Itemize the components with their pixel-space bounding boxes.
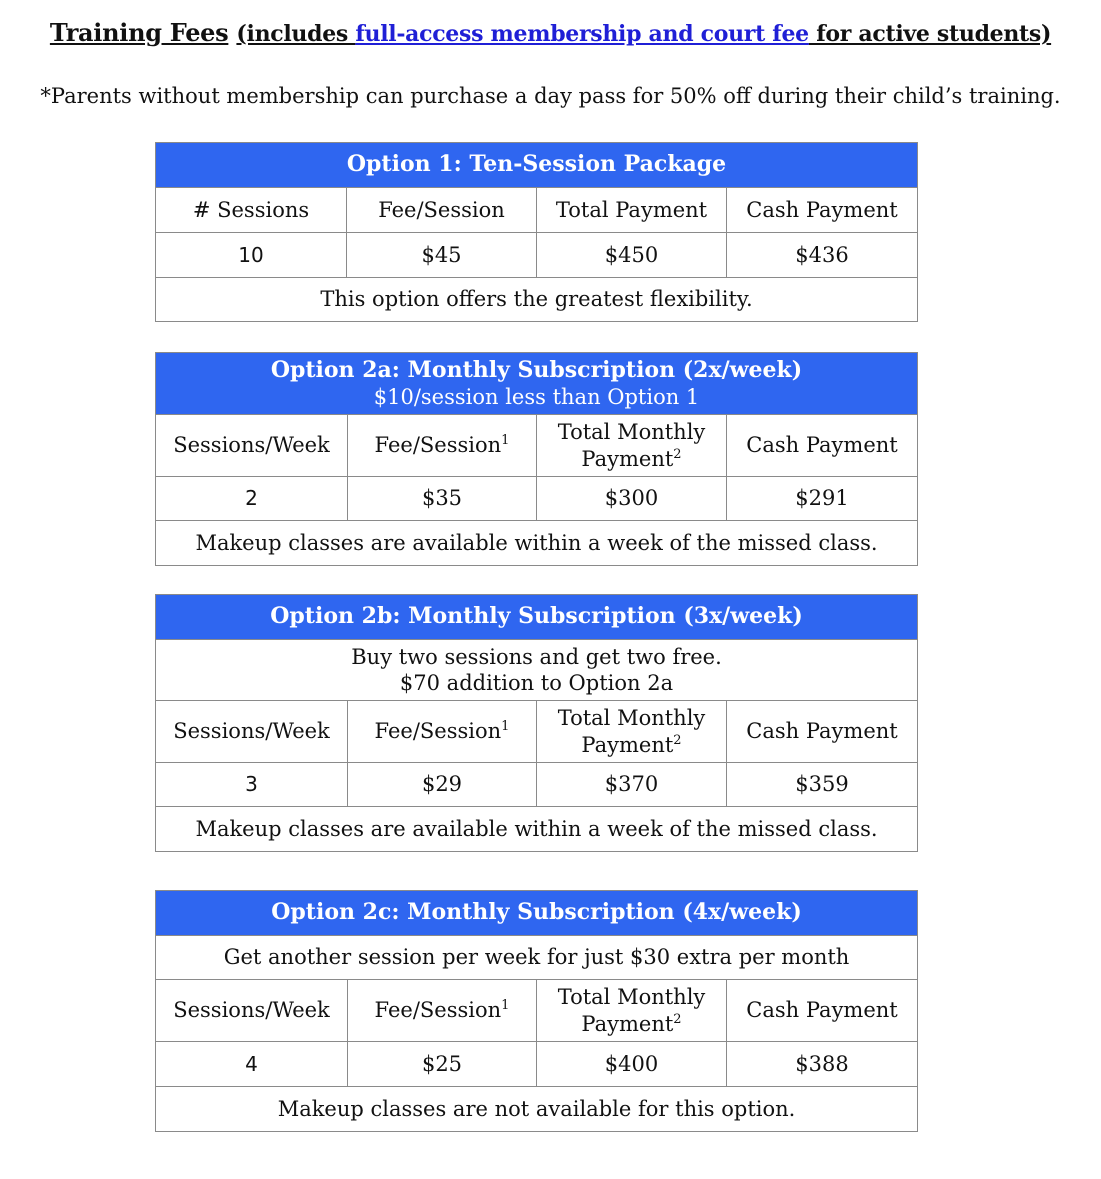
option2a-col-fee-footnote: 1: [501, 433, 510, 449]
option2b-col-total: [537, 701, 727, 763]
page-title: [0, 18, 1101, 47]
option2c-col-total-line2: Payment: [581, 1011, 674, 1036]
membership-link[interactable]: full-access membership and court fee: [355, 21, 809, 47]
option2c-col-fee: [348, 980, 537, 1042]
option2b-fee-value: $29: [348, 763, 537, 807]
option1-col-sessions: # Sessions: [156, 188, 347, 233]
option2b-col-total-line2: Payment: [581, 732, 674, 757]
option2a-header-title: Option 2a: Monthly Subscription (2x/week): [270, 356, 803, 383]
option2b-description: [156, 640, 918, 701]
option2b-col-fee: [348, 701, 537, 763]
option2b-col-fee-footnote: 1: [501, 719, 510, 735]
option1-col-fee: Fee/Session: [347, 188, 537, 233]
option2a-col-fee: [348, 415, 537, 477]
option2b-footer: Makeup classes are available within a week of the missed class.: [156, 807, 918, 852]
option1-header: Option 1: Ten-Session Package: [156, 143, 918, 188]
option1-col-cash: Cash Payment: [727, 188, 918, 233]
parents-note: *Parents without membership can purchase a day pass for 50% off during their child’s training.: [40, 84, 1061, 108]
option2b-col-fee-label: Fee/Session: [374, 719, 502, 744]
option2a-col-total-footnote: 2: [673, 446, 682, 462]
option2a-table: [155, 352, 918, 566]
title-open: (includes: [236, 21, 356, 47]
option2c-col-total-footnote: 2: [673, 1011, 682, 1027]
option2b-header: Option 2b: Monthly Subscription (3x/week): [156, 595, 918, 640]
option2c-col-total-line1: Total Monthly: [557, 985, 706, 1010]
option2b-sessions-value: 3: [156, 763, 348, 807]
option2a-sessions-value: 2: [156, 477, 348, 521]
option2b-desc-line2: $70 addition to Option 2a: [399, 671, 674, 695]
option2a-header-subtitle: $10/session less than Option 1: [373, 385, 700, 410]
option2a-col-cash: Cash Payment: [727, 415, 918, 477]
option2c-description: Get another session per week for just $30 extra per month: [156, 936, 918, 980]
option2a-col-total: [537, 415, 727, 477]
option2a-footer: Makeup classes are available within a week of the missed class.: [156, 521, 918, 566]
option2a-col-sessions: Sessions/Week: [156, 415, 348, 477]
option2c-col-fee-footnote: 1: [501, 998, 510, 1014]
option1-cash-value: $436: [727, 233, 918, 278]
option2b-total-value: $370: [537, 763, 727, 807]
option2b-table: [155, 594, 918, 852]
option2a-total-value: $300: [537, 477, 727, 521]
option2c-total-value: $400: [537, 1042, 727, 1087]
option2c-cash-value: $388: [727, 1042, 918, 1087]
option2b-col-sessions: Sessions/Week: [156, 701, 348, 763]
option2a-header: [156, 353, 918, 415]
title-close: for active students): [808, 21, 1052, 47]
option2a-col-total-line1: Total Monthly: [557, 420, 706, 445]
option2c-col-fee-label: Fee/Session: [374, 998, 502, 1023]
option2c-fee-value: $25: [348, 1042, 537, 1087]
option2b-col-total-line1: Total Monthly: [557, 706, 706, 731]
option2c-col-cash: Cash Payment: [727, 980, 918, 1042]
option1-total-value: $450: [537, 233, 727, 278]
option2c-sessions-value: 4: [156, 1042, 348, 1087]
option1-footer: This option offers the greatest flexibility.: [156, 278, 918, 322]
option2c-table: [155, 890, 918, 1132]
option2a-col-fee-label: Fee/Session: [374, 433, 502, 458]
option2c-footer: Makeup classes are not available for this option.: [156, 1087, 918, 1132]
option1-sessions-value: 10: [156, 233, 347, 278]
option2c-header: Option 2c: Monthly Subscription (4x/week): [156, 891, 918, 936]
option2b-col-total-footnote: 2: [673, 732, 682, 748]
title-main: Training Fees: [49, 18, 229, 47]
option1-fee-value: $45: [347, 233, 537, 278]
option2a-cash-value: $291: [727, 477, 918, 521]
option1-col-total: Total Payment: [537, 188, 727, 233]
option2b-cash-value: $359: [727, 763, 918, 807]
option2a-col-total-line2: Payment: [581, 446, 674, 471]
option2c-col-sessions: Sessions/Week: [156, 980, 348, 1042]
option1-table: [155, 142, 918, 322]
option2b-col-cash: Cash Payment: [727, 701, 918, 763]
option2b-desc-line1: Buy two sessions and get two free.: [351, 644, 722, 669]
option2c-col-total: [537, 980, 727, 1042]
option2a-fee-value: $35: [348, 477, 537, 521]
